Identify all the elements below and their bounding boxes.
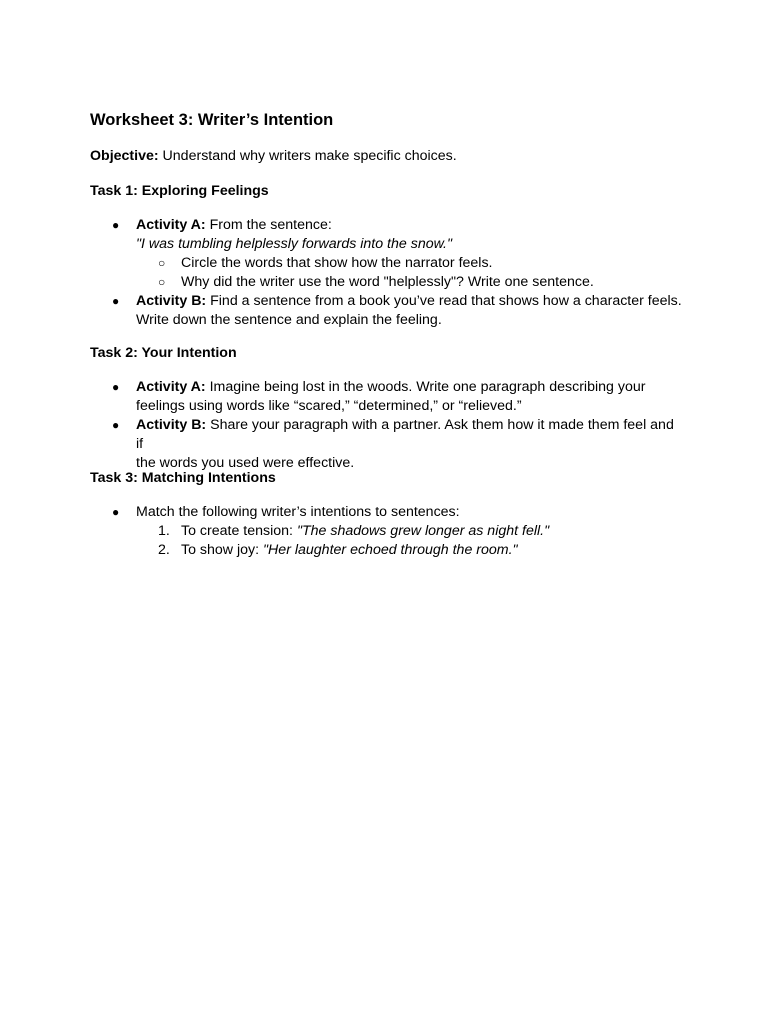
task1-sub-item-1: [112, 254, 682, 273]
activity-b-label: Activity B:: [136, 293, 207, 309]
task1-activity-b: [112, 292, 682, 330]
task3-list: [112, 503, 682, 560]
item-number: 1.: [158, 523, 170, 539]
activity-b-label: Activity B:: [136, 417, 207, 433]
item-lead: To show joy:: [181, 542, 264, 558]
page-title: Worksheet 3: Writer’s Intention: [90, 111, 334, 129]
activity-a-text-2: feelings using words like “scared,” “determined,” or “relieved.”: [136, 398, 522, 414]
task3-intro-text: Match the following writer’s intentions to sentences:: [136, 504, 460, 520]
activity-a-text-1: Imagine being lost in the woods. Write one paragraph describing your: [205, 379, 646, 395]
activity-a-label: Activity A:: [136, 379, 206, 395]
activity-a-quote: "I was tumbling helplessly forwards into the snow.": [136, 236, 453, 252]
activity-b-text-2: Write down the sentence and explain the feeling.: [136, 312, 442, 328]
task3-heading: Task 3: Matching Intentions: [90, 470, 276, 486]
task3-numbered-item-1: [112, 522, 682, 541]
item-quote: "Her laughter echoed through the room.": [263, 542, 518, 558]
task1-activity-a: [112, 216, 682, 254]
item-quote: "The shadows grew longer as night fell.": [296, 523, 550, 539]
objective-text: Understand why writers make specific choices.: [158, 148, 457, 164]
activity-a-text: From the sentence:: [205, 217, 332, 233]
bullet-icon: ●: [112, 218, 120, 232]
task1-sub-item-2: [112, 273, 682, 292]
objective-line: [90, 147, 457, 166]
objective-label: Objective:: [90, 148, 159, 164]
item-lead: To create tension:: [181, 523, 297, 539]
task2-activity-b: [112, 416, 682, 473]
activity-b-text-1: Find a sentence from a book you’ve read that shows how a character feels.: [206, 293, 682, 309]
item-number: 2.: [158, 542, 170, 558]
activity-b-text-1: Share your paragraph with a partner. Ask them how it made them feel and if: [136, 417, 674, 452]
bullet-icon: ●: [112, 294, 120, 308]
task2-activity-a: [112, 378, 682, 416]
circle-bullet-icon: ○: [158, 275, 166, 289]
circle-bullet-icon: ○: [158, 256, 166, 270]
sub-item-text: Why did the writer use the word "helplessly"? Write one sentence.: [181, 274, 594, 290]
task2-list: [112, 378, 682, 473]
sub-item-text: Circle the words that show how the narrator feels.: [181, 255, 493, 271]
task2-heading: Task 2: Your Intention: [90, 345, 237, 361]
bullet-icon: ●: [112, 418, 120, 432]
bullet-icon: ●: [112, 380, 120, 394]
task1-heading: Task 1: Exploring Feelings: [90, 183, 269, 199]
activity-b-text-2: the words you used were effective.: [136, 455, 355, 471]
task1-list: [112, 216, 682, 330]
task3-intro-item: [112, 503, 682, 522]
activity-a-label: Activity A:: [136, 217, 206, 233]
bullet-icon: ●: [112, 505, 120, 519]
task3-numbered-item-2: [112, 541, 682, 560]
